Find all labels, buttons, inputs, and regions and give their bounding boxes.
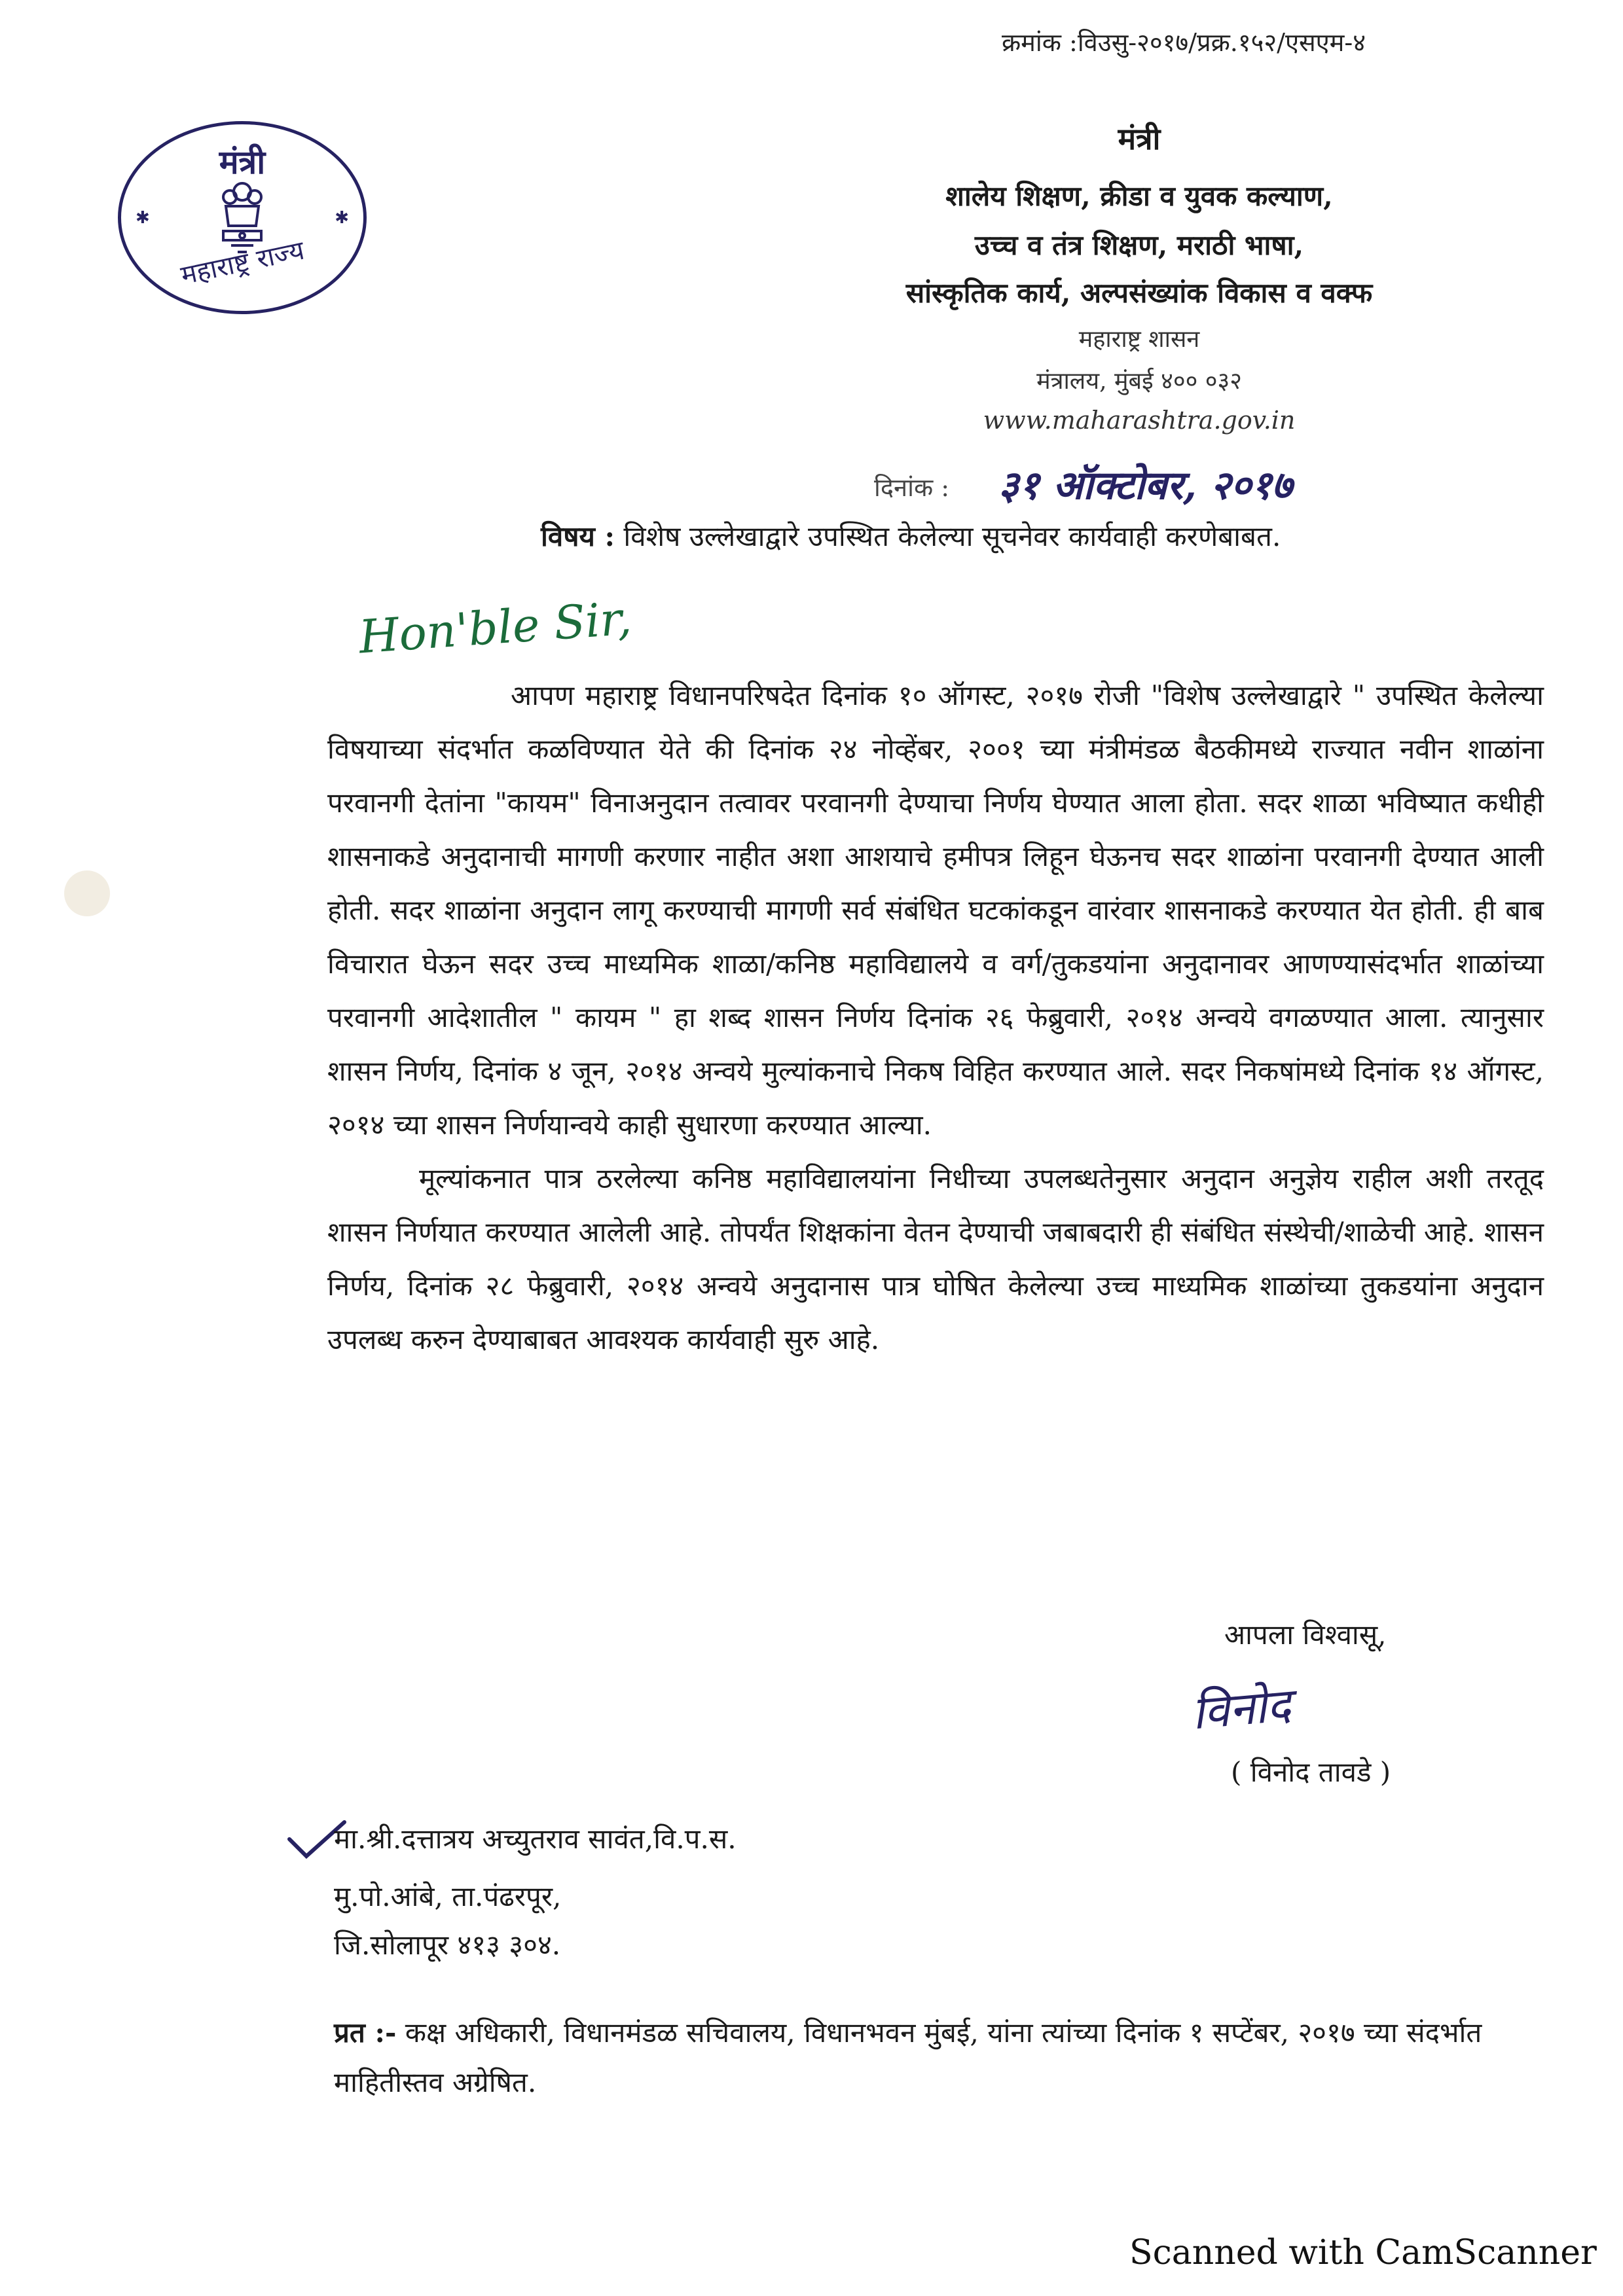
addressee-line2: मु.पो.आंबे, ता.पंढरपूर, bbox=[334, 1880, 562, 1912]
handwritten-signature: विनोद bbox=[1189, 1677, 1293, 1740]
letterhead-website: www.maharashtra.gov.in bbox=[983, 406, 1296, 435]
seal-bottom-text: महाराष्ट्र राज्य bbox=[178, 235, 307, 291]
body-paragraph-1: आपण महाराष्ट्र विधानपरिषदेत दिनांक १० ऑगस्ट, २०१७ रोजी "विशेष उल्लेखाद्वारे " उपस्थित केलेल्या विषयाच्या संदर्भात कळविण्यात येते की दिनांक २४ नोव्हेंबर, २००१ च्या मंत्रीमंडळ बैठकीमध्ये राज्यात नवीन शाळांना परवानगी देतांना "कायम" विनाअनुदान तत्वावर परवानगी देण्याचा निर्णय घेण्यात आला होता. सदर शाळा भविष्यात कधीही शासनाकडे अनुदानाची मागणी करणार नाहीत अशा आशयाचे हमीपत्र लिहून घेऊनच सदर शाळांना परवानगी देण्यात आली होती. सदर शाळांना अनुदान लागू करण्याची मागणी सर्व संबंधित घटकांकडून वारंवार शासनाकडे करण्यात येत होती. ही बाब विचारात घेऊन सदर उच्च माध्यमिक शाळा/कनिष्ठ महाविद्यालये व वर्ग/तुकडयांना अनुदानावर आणण्यासंदर्भात शाळांच्या परवानगी आदेशातील " कायम " हा शब्द शासन निर्णय दिनांक २६ फेब्रुवारी, २०१४ अन्वये वगळण्यात आला. त्यानुसार शासन निर्णय, दिनांक ४ जून, २०१४ अन्वये मुल्यांकनाचे निकष विहित करण्यात आले. सदर निकषांमध्ये दिनांक १४ ऑगस्ट, २०१४ च्या शासन निर्णयान्वये काही सुधारणा करण्यात आल्या. bbox=[327, 679, 1544, 1141]
seal-top-text: मंत्री bbox=[219, 143, 266, 181]
closing-line: आपला विश्वासू, bbox=[1224, 1619, 1387, 1651]
body-paragraph-2: मूल्यांकनात पात्र ठरलेल्या कनिष्ठ महाविद्यालयांना निधीच्या उपलब्धतेनुसार अनुदान अनुज्ञेय राहील अशी तरतूद शासन निर्णयात करण्यात आलेली आहे. तोपर्यंत शिक्षकांना वेतन देण्याची जबाबदारी ही संबंधित संस्थेची/शाळेची आहे. शासन निर्णय, दिनांक २८ फेब्रुवारी, २०१४ अन्वये अनुदानास पात्र घोषित केलेल्या उच्च माध्यमिक शाळांच्या तुकडयांना अनुदान उपलब्ध करुन देण्याबाबत आवश्यक कार्यवाही सुरु आहे. bbox=[327, 1162, 1544, 1355]
subject-line bbox=[541, 517, 1281, 554]
letterhead-title: मंत्री bbox=[1118, 121, 1161, 156]
scan-footer-bar bbox=[0, 2228, 1623, 2233]
letterhead-government: महाराष्ट्र शासन bbox=[1078, 326, 1200, 353]
letterhead-portfolio-line1: शालेय शिक्षण, क्रीडा व युवक कल्याण, bbox=[945, 180, 1333, 212]
letterhead-address: मंत्रालय, मुंबई ४०० ०३२ bbox=[1036, 368, 1242, 395]
addressee-line3: जि.सोलापूर ४१३ ३०४. bbox=[334, 1929, 561, 1961]
star-icon: ✱ bbox=[136, 208, 150, 228]
scan-smudge bbox=[64, 870, 110, 916]
date-label: दिनांक : bbox=[874, 473, 950, 502]
reference-number: क्रमांक :विउसु-२०१७/प्रक्र.१५२/एसएम-४ bbox=[1002, 28, 1366, 57]
subject-text: विशेष उल्लेखाद्वारे उपस्थित केलेल्या सूचनेवर कार्यवाही करणेबाबत. bbox=[623, 520, 1281, 552]
addressee-line1: मा.श्री.दत्तात्रय अच्युतराव सावंत,वि.प.स. bbox=[334, 1823, 737, 1855]
subject-label: विषय : bbox=[541, 520, 615, 552]
letter-body bbox=[327, 669, 1544, 1367]
star-icon: ✱ bbox=[335, 208, 349, 228]
letterhead-portfolio-line2: उच्च व तंत्र शिक्षण, मराठी भाषा, bbox=[974, 229, 1304, 261]
copy-label: प्रत :- bbox=[334, 2017, 397, 2049]
camscanner-watermark: Scanned with CamScanner bbox=[1129, 2233, 1597, 2272]
letterhead-portfolio-line3: सांस्कृतिक कार्य, अल्पसंख्यांक विकास व वक्फ bbox=[905, 277, 1373, 309]
signatory-name: ( विनोद तावडे ) bbox=[1231, 1756, 1391, 1788]
copy-text: कक्ष अधिकारी, विधानमंडळ सचिवालय, विधानभवन मुंबई, यांना त्यांच्या दिनांक १ सप्टेंबर, २०१७ च्या संदर्भात माहितीस्तव अग्रेषित. bbox=[334, 2017, 1482, 2098]
date-value: ३१ ऑक्टोबर, २०१७ bbox=[998, 463, 1292, 509]
official-seal bbox=[118, 121, 367, 314]
copy-to bbox=[334, 2008, 1493, 2108]
handwritten-salutation: Hon'ble Sir, bbox=[357, 591, 634, 664]
